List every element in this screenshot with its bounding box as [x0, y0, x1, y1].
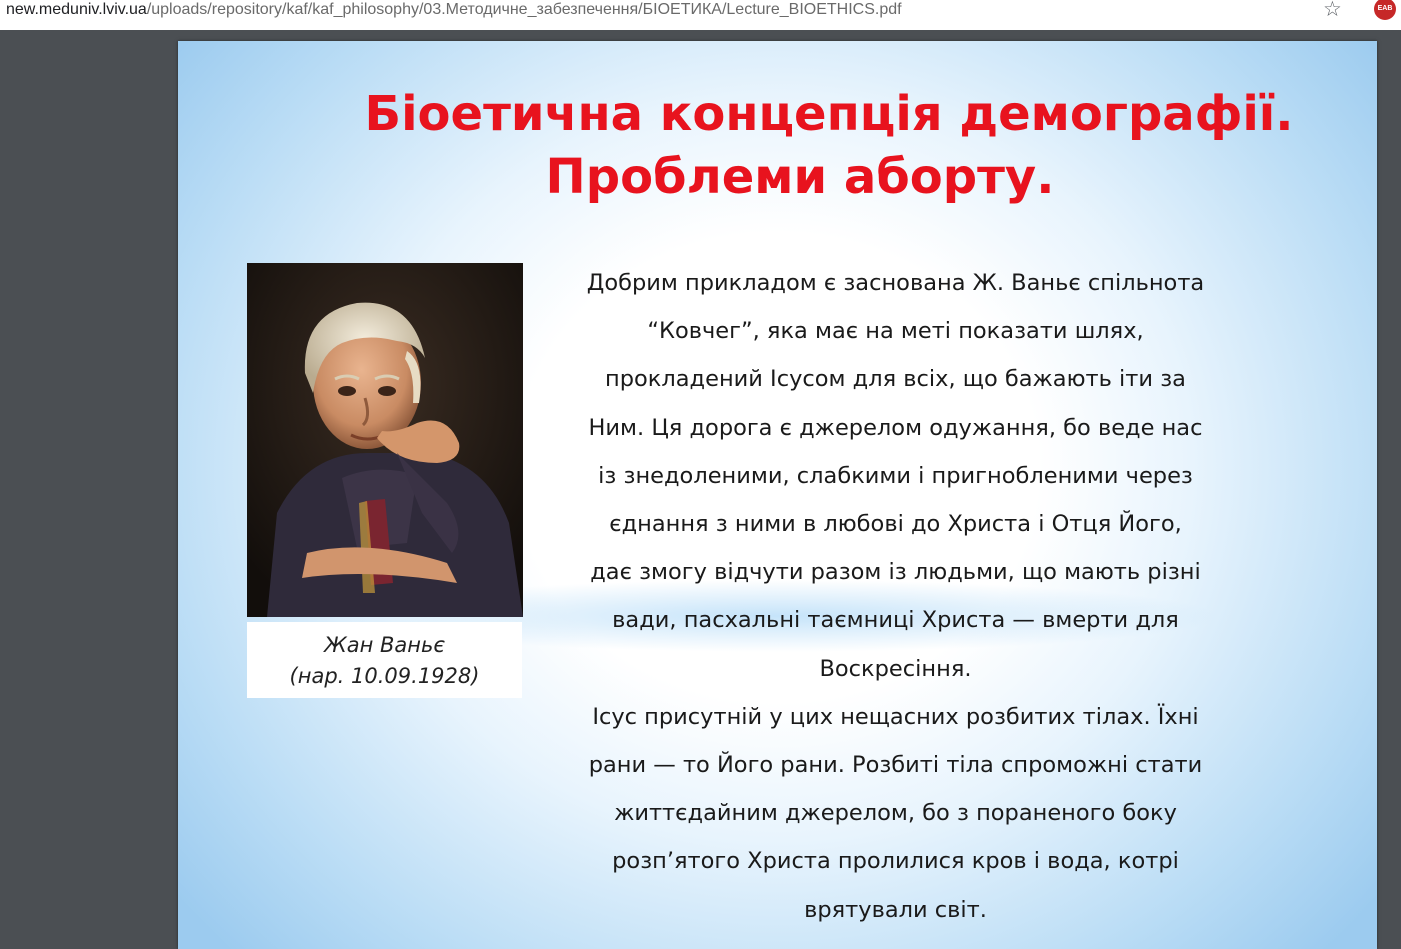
- portrait-illustration: [247, 263, 523, 617]
- body-line: Воскресіння.: [819, 655, 972, 682]
- body-line: життєдайним джерелом, бо з пораненого боку: [614, 800, 1177, 827]
- extension-icon[interactable]: EAB: [1374, 0, 1396, 20]
- body-line: рани — то Його рани. Розбиті тіла спроможні стати: [588, 752, 1203, 779]
- body-line: вади, пасхальні таємниці Христа — вмерти для: [612, 607, 1179, 634]
- body-line: “Ковчег”, яка має на меті показати шлях,: [647, 318, 1144, 345]
- body-line: Ісус присутній у цих нещасних розбитих тілах. Їхні: [592, 703, 1199, 730]
- url-path: /uploads/repository/kaf/kaf_philosophy/03.Методичне_забезпечення/БІОЕТИКА/Lecture_BIOETHICS.pdf: [146, 1, 902, 18]
- portrait-photo: [247, 263, 523, 617]
- pdf-slide-page: [178, 41, 1377, 949]
- caption-name: Жан Ваньє: [324, 633, 445, 657]
- body-line: Ним. Ця дорога є джерелом одужання, бо веде нас: [588, 414, 1203, 441]
- url-host: new.meduniv.lviv.ua: [6, 1, 147, 18]
- caption-dates: (нар. 10.09.1928): [289, 664, 480, 688]
- slide-title-line-2: Проблеми аборту.: [545, 149, 1055, 205]
- body-line: прокладений Ісусом для всіх, що бажають іти за: [605, 366, 1186, 393]
- body-line: Добрим прикладом є заснована Ж. Ваньє спільнота: [586, 270, 1205, 296]
- body-line: дає змогу відчути разом із людьми, що мають різні: [590, 559, 1201, 586]
- body-line: із знедоленими, слабкими і пригнобленими через: [598, 462, 1193, 489]
- slide-body-text: [548, 259, 1243, 934]
- url-text[interactable]: [6, 0, 902, 22]
- body-line: єднання з ними в любові до Христа і Отця Його,: [609, 511, 1182, 538]
- bookmark-star-icon[interactable]: ☆: [1323, 0, 1342, 21]
- body-line: врятували світ.: [804, 896, 987, 923]
- photo-caption: [247, 622, 522, 698]
- slide-title-line-1: Біоетична концепція демографії.: [364, 86, 1294, 142]
- body-line: розп’ятого Христа пролилися кров і вода, котрі: [612, 848, 1179, 875]
- browser-address-bar[interactable]: [0, 0, 1401, 31]
